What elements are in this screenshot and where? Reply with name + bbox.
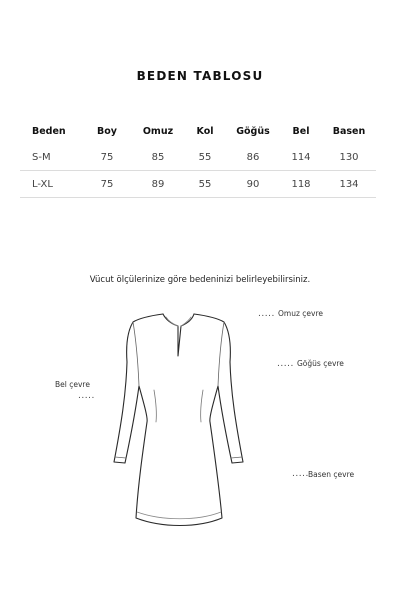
header-omuz: Omuz (142, 125, 174, 137)
cuff (115, 457, 126, 458)
dress-outline-icon (100, 300, 260, 532)
page-title: BEDEN TABLOSU (136, 69, 264, 83)
table-row (20, 171, 376, 198)
instruction-text: Vücut ölçülerinize göre bedeninizi belirleyebilirsiniz. (89, 275, 311, 285)
cuff (231, 457, 242, 458)
header-beden: Beden (32, 125, 66, 137)
omuz-pointer-dots: ..... (258, 309, 275, 319)
table-header-row (20, 118, 376, 144)
header-gogus: Göğüs (236, 125, 270, 137)
header-boy: Boy (97, 125, 117, 137)
table-cell: 86 (246, 151, 260, 163)
table-cell: S-M (32, 151, 51, 163)
table-cell: 114 (291, 151, 311, 163)
bel-label: Bel çevre (55, 380, 90, 389)
table-cell: 55 (198, 178, 212, 190)
header-basen: Basen (332, 125, 366, 137)
header-bel: Bel (292, 125, 310, 137)
omuz-label: Omuz çevre (278, 309, 323, 318)
sleeve-seam (133, 322, 139, 386)
neckline-trim (166, 317, 191, 327)
sleeve-seam (218, 322, 224, 386)
hem (137, 512, 221, 519)
table-row (20, 144, 376, 171)
size-table (20, 118, 376, 198)
table-cell: 134 (339, 178, 359, 190)
side-seam (201, 390, 203, 422)
table-cell: 75 (100, 151, 114, 163)
header-kol: Kol (196, 125, 214, 137)
table-cell: 118 (291, 178, 311, 190)
table-cell: 55 (198, 151, 212, 163)
gogus-label: Göğüs çevre (297, 359, 344, 368)
neckline (163, 314, 194, 356)
table-cell: L-XL (32, 178, 53, 190)
table-cell: 130 (339, 151, 359, 163)
side-seam (154, 390, 156, 422)
table-cell: 85 (151, 151, 165, 163)
gogus-pointer-dots: ..... (277, 359, 294, 369)
basen-pointer-dots: ..... (292, 469, 309, 479)
basen-label: Basen çevre (308, 470, 355, 479)
table-cell: 75 (100, 178, 114, 190)
table-cell: 90 (246, 178, 260, 190)
table-cell: 89 (151, 178, 165, 190)
bel-pointer-dots: ..... (78, 391, 95, 401)
